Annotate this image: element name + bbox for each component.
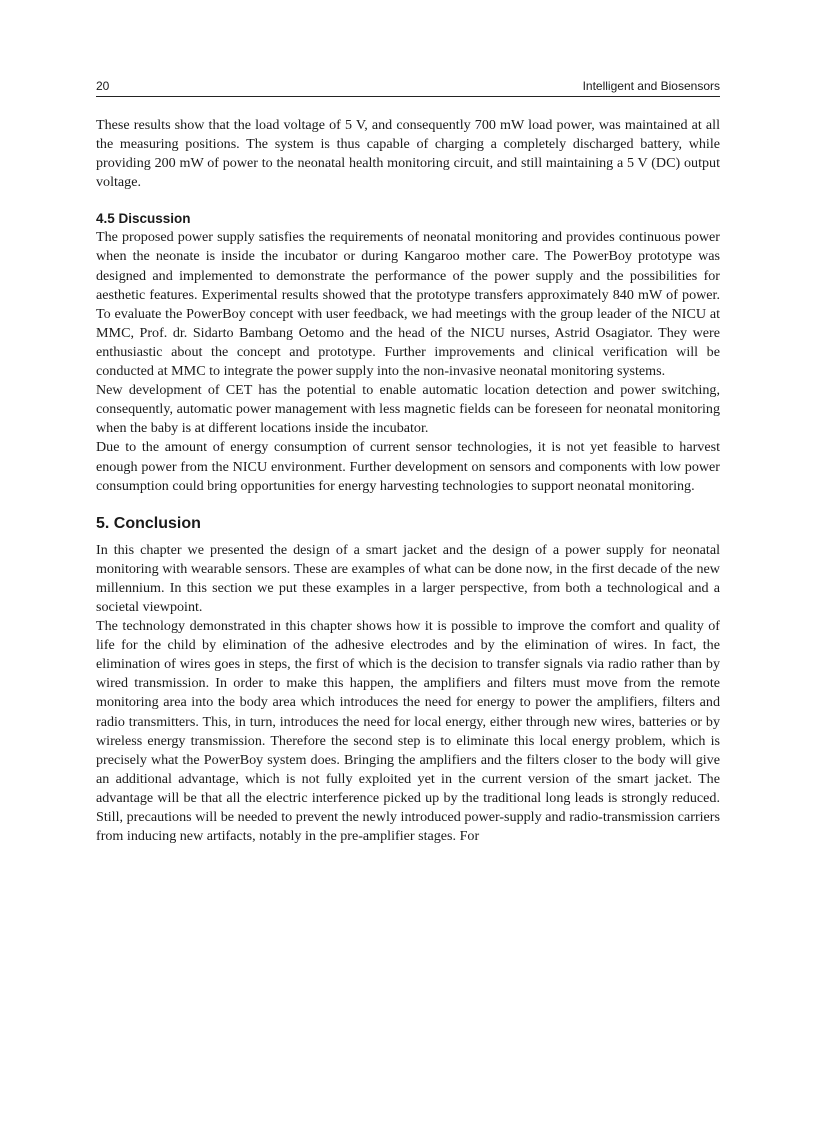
discussion-paragraph: New development of CET has the potential to enable automatic location detection and power switching, consequently, automatic power management with less magnetic fields can be foreseen for neonatal monitoring when the baby is at different locations inside the incubator.: [96, 382, 720, 437]
conclusion-paragraph: In this chapter we presented the design of a smart jacket and the design of a power supply for neonatal monitoring with wearable sensors. These are examples of what can be done now, in the first decade of the new millennium. In this section we put these examples in a larger perspective, from both a technological and a societal viewpoint.: [96, 541, 720, 615]
page-number: 20: [96, 79, 110, 93]
page: [96, 78, 720, 846]
discussion-paragraph: Due to the amount of energy consumption of current sensor technologies, it is not yet feasible to harvest enough power from the NICU environment. Further development on sensors and components with low power consumption could bring opportunities for energy harvesting technologies to support neonatal monitoring.: [96, 439, 720, 494]
book-title: Intelligent and Biosensors: [582, 79, 720, 93]
conclusion-paragraph: The technology demonstrated in this chapter shows how it is possible to improve the comfort and quality of life for the child by elimination of the adhesive electrodes and by the elimination of wires. In fact, the elimination of wires goes in steps, the first of which is the decision to transfer signals via radio rather than by wired transmission. In order to make this happen, the amplifiers and filters must move from the remote monitoring area into the body area which introduces the need for energy to power the amplifiers, filters and radio transmitters. This, in turn, introduces the need for local energy, either through new wires, batteries or by wireless energy transmission. Therefore the second step is to eliminate this local energy problem, which is precisely what the PowerBoy system does. Bringing the amplifiers and the filters closer to the body will give an additional advantage, which is not fully exploited yet in the current version of the smart jacket. The advantage will be that all the electric interference picked up by the traditional long leads is strongly reduced. Still, precautions will be needed to prevent the newly introduced power-supply and radio-transmission carriers from inducing new artifacts, notably in the pre-amplifier stages. For: [96, 618, 720, 845]
running-header: [96, 78, 720, 97]
intro-paragraph: These results show that the load voltage of 5 V, and consequently 700 mW load power, was maintained at all the measuring positions. The system is thus capable of charging a completely discharged battery, while providing 200 mW of power to the neonatal health monitoring circuit, and still maintaining a 5 V (DC) output voltage.: [96, 117, 720, 191]
discussion-paragraph: The proposed power supply satisfies the requirements of neonatal monitoring and provides continuous power when the neonate is inside the incubator or during Kangaroo mother care. The PowerBoy prototype was designed and implemented to demonstrate the performance of the power supply and the possibilities for aesthetic features. Experimental results showed that the prototype transfers approximately 840 mW of power. To evaluate the PowerBoy concept with user feedback, we had meetings with the group leader of the NICU at MMC, Prof. dr. Sidarto Bambang Oetomo and the head of the NICU nurses, Astrid Osagiator. They were enthusiastic about the concept and prototype. Further improvements and clinical verification will be conducted at MMC to integrate the power supply into the non-invasive neonatal monitoring systems.: [96, 229, 720, 380]
discussion-heading: 4.5 Discussion: [96, 211, 191, 227]
conclusion-heading: 5. Conclusion: [96, 514, 201, 532]
